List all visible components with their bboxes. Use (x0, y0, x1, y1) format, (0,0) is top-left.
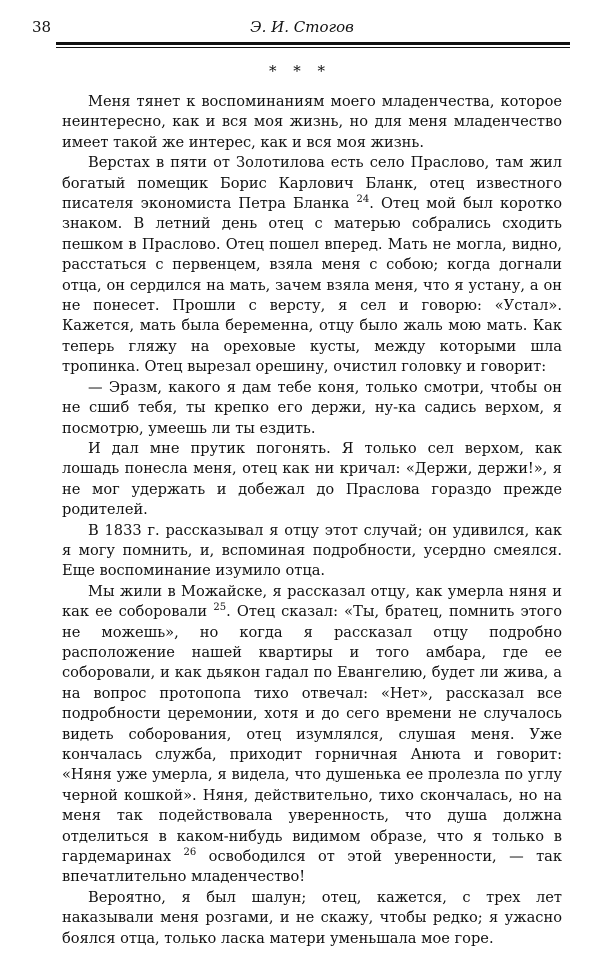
paragraph: И дал мне прутик погонять. Я только сел верхом, как лошадь понесла меня, отец как ни кричал: «Держи, держи!», я не мог удержать и добежал до Праслова гораздо прежде родителей. (62, 439, 562, 519)
footnote-ref: 24 (356, 194, 370, 206)
footnote-ref: 25 (213, 602, 227, 614)
header-rule (56, 42, 570, 48)
paragraph: — Эразм, какого я дам тебе коня, только смотри, чтобы он не сшиб тебя, ты крепко его держи, ну-ка садись верхом, я посмотрю, умеешь ли ты ездить. (62, 378, 562, 437)
paragraph: Мы жили в Можайске, я рассказал отцу, как умерла няня и как ее соборовали $^{25}$. Отец сказал: «Ты, братец, помнить этого не можешь», но когда я рассказал отцу подробно расположение нашей квартиры и того амбара, где ее соборовали, и как дьякон гадал по Евангелию, будет ли жива, а на вопрос протопопа тихо отвечал: «Нет», рассказал все подробности церемонии, хотя и до сего времени не случалось видеть соборования, отец изумлялся, слушая меня. Уже кончалась служба, приходит горничная Анюта и говорит: «Няня уже умерла, я видела, что душенька ее пролезла по углу черной кошкой». Няня, действительно, тихо скончалась, но на меня так подействовала уверенность, что душа должна отделиться в каком-нибудь видимом образе, что я только в гардемаринах $^{26}$ освободился от этой уверенности, — так впечатлительно младенчество! (62, 582, 562, 886)
body-text (62, 92, 562, 949)
paragraph: Вероятно, я был шалун; отец, кажется, с трех лет наказывали меня розгами, и не скажу, чтобы редко; я ужасно боялся отца, только ласка матери уменьшала мое горе. (62, 888, 562, 947)
footnote-ref: 26 (183, 847, 197, 859)
paragraph: Меня тянет к воспоминаниям моего младенчества, которое неинтересно, как и вся моя жизнь, но для меня младенчество имеет такой же интерес, как и вся моя жизнь. (62, 93, 562, 151)
page-header (32, 18, 572, 44)
running-head: Э. И. Стогов (250, 18, 354, 36)
page-number: 38 (32, 18, 52, 36)
paragraph: В 1833 г. рассказывал я отцу этот случай; он удивился, как я могу помнить, и, вспоминая подробности, усердно смеялся. Еще воспоминание изумило отца. (62, 521, 562, 580)
section-separator: * * * (268, 62, 332, 80)
paragraph: Верстах в пяти от Золотилова есть село Праслово, там жил богатый помещик Борис Карлович Бланк, отец известного писателя экономиста Петра Бланка $^{24}$. Отец мой был коротко знаком. В летний день отец с матерью собрались сходить пешком в Праслово. Отец пошел вперед. Мать не могла, видно, расстаться с первенцем, взяла меня с собою; когда догнали отца, он сердился на мать, зачем взяла меня, что я устану, а он не понесет. Прошли с версту, я сел и говорю: «Устал». Кажется, мать была беременна, отцу было жаль мою мать. Как теперь гляжу на ореховые кусты, между которыми шла тропинка. Отец вырезал орешину, очистил головку и говорит: (62, 154, 563, 376)
